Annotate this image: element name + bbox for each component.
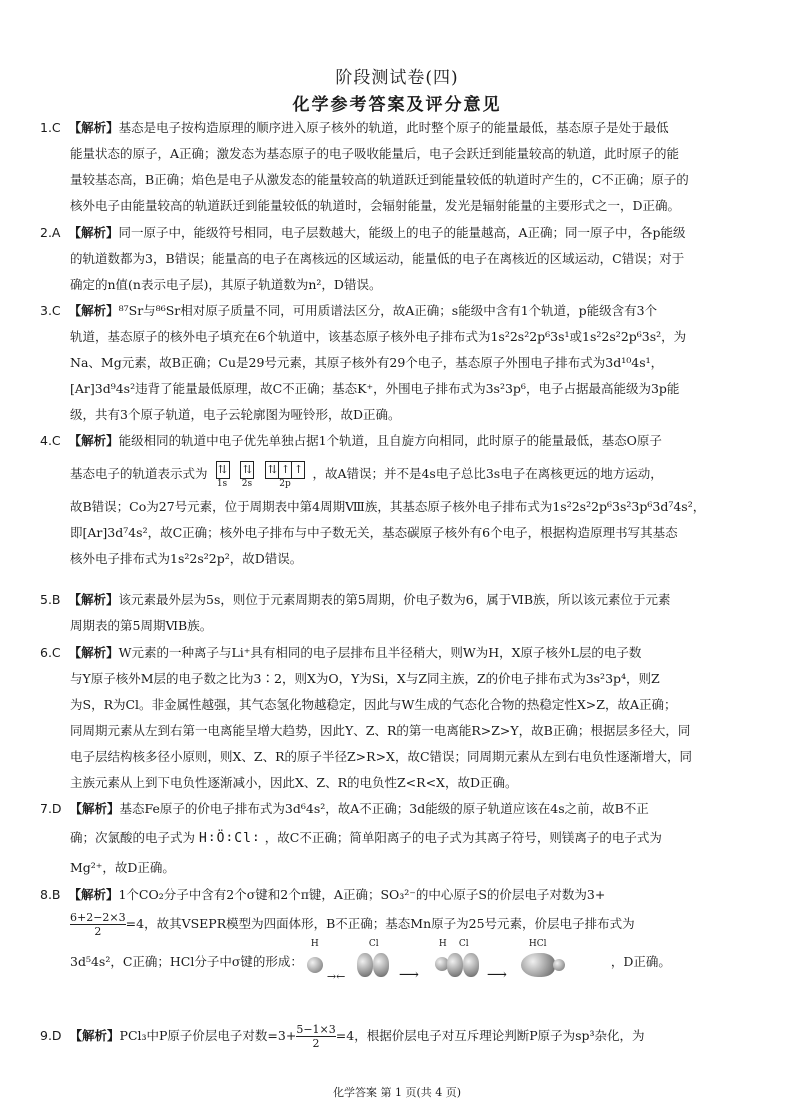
answer-number: 7.D xyxy=(40,801,62,816)
orbital-2s xyxy=(240,461,253,489)
hclo-electron-formula: H∶Ö∶Cl∶ xyxy=(199,831,261,846)
fraction xyxy=(296,1023,335,1050)
cl-orbital-lobe-right xyxy=(463,953,479,977)
answer-number: 2.A xyxy=(40,225,61,240)
answer-text: 确；次氯酸的电子式为 xyxy=(70,830,196,845)
answer-text: 轨道，基态原子的核外电子填充在6个轨道中，该基态原子核外电子排布式为1s²2s²2p⁶3s¹或1s²2s²2p⁶3s²，为 xyxy=(70,329,687,344)
answer-2 xyxy=(40,220,760,298)
orbital-box: ↑ xyxy=(278,461,292,479)
atom-label-cl: Cl xyxy=(458,938,469,949)
answer-7 xyxy=(40,796,760,881)
molecule-label-hcl: HCl xyxy=(528,938,547,949)
answer-text: 同周期元素从左到右第一电离能呈增大趋势，因此Y、Z、R的第一电离能R>Z>Y，故B正确；根据层多径大，同 xyxy=(70,723,691,738)
answer-text: 基态Fe原子的价电子排布式为3d⁶4s²，故A不正确；3d能级的原子轨道应该在4s之前，故B不正 xyxy=(119,801,649,816)
answer-text: 基态是电子按构造原理的顺序进入原子核外的轨道，此时整个原子的能量最低，基态原子是处于最低 xyxy=(118,120,669,135)
answer-5 xyxy=(40,587,760,639)
answer-text: 量较基态高，B正确；焰色是电子从激发态的能量较高的轨道跃迁到能量较低的轨道时产生的，C不正确；原子的 xyxy=(70,172,689,187)
answer-text: 3d⁵4s²，C正确；HCl分子中σ键的形成： xyxy=(70,954,303,969)
answer-number: 8.B xyxy=(40,887,61,902)
answer-text: 核外电子排布式为1s²2s²2p²，故D错误。 xyxy=(70,551,303,566)
answer-text: 能级相同的轨道中电子优先单独占据1个轨道，且自旋方向相同，此时原子的能量最低，基态O原子 xyxy=(118,433,662,448)
answer-6 xyxy=(40,640,760,796)
page-subtitle: 化学参考答案及评分意见 xyxy=(292,95,502,115)
answer-number: 4.C xyxy=(40,433,61,448)
analysis-tag: 【解析】 xyxy=(68,887,119,902)
answer-text: ，故C不正确；简单阳离子的电子式为其离子符号，则镁离子的电子式为 xyxy=(264,830,662,845)
answer-1 xyxy=(40,115,760,219)
answer-text: 基态电子的轨道表示式为 xyxy=(70,466,208,481)
page-footer: 化学答案 第 1 页(共 4 页) xyxy=(332,1086,462,1099)
answer-9 xyxy=(40,1018,760,1054)
answer-text: =4，根据价层电子对互斥理论判断P原子为sp³杂化，为 xyxy=(335,1028,645,1043)
answer-text: Na、Mg元素，故B正确；Cu是29号元素，其原子核外有29个电子，基态原子外围电子排布式为3d¹⁰4s¹， xyxy=(70,355,664,370)
arrow-icon: ⟶ xyxy=(398,966,419,983)
arrow-icon: ⟶ xyxy=(486,966,507,983)
fraction-numerator: 6+2−2×3 xyxy=(70,911,126,924)
answer-text: 即[Ar]3d⁷4s²，故C正确；核外电子排布与中子数无关，基态碳原子核外有6个电子，根据构造原理书写其基态 xyxy=(70,525,678,540)
answer-text: 核外电子由能量较高的轨道跃迁到能量较低的轨道时，会辐射能量，发光是辐射能量的主要形式之一，D正确。 xyxy=(70,198,681,213)
answer-number: 5.B xyxy=(40,592,61,607)
atom-label-h: H xyxy=(438,938,447,949)
analysis-tag: 【解析】 xyxy=(68,592,119,607)
answer-number: 3.C xyxy=(40,303,61,318)
answer-number: 1.C xyxy=(40,120,61,135)
answer-text: [Ar]3d⁹4s²违背了能量最低原理，故C不正确；基态K⁺，外围电子排布式为3s²3p⁶，电子占据最高能级为3p能 xyxy=(70,381,680,396)
answer-text: 故B错误；Co为27号元素，位于周期表中第4周期Ⅷ族，其基态原子核外电子排布式为1s²2s²2p⁶3s²3p⁶3d⁷4s²， xyxy=(70,499,706,514)
answer-text: 1个CO₂分子中含有2个σ键和2个π键，A正确；SO₃²⁻的中心原子S的价层电子对数为3+ xyxy=(118,887,606,902)
answer-text: 与Y原子核外M层的电子数之比为3∶2，则X为O，Y为Si，X与Z同主族，Z的价电子排布式为3s²3p⁴，则Z xyxy=(70,671,660,686)
answer-text: PCl₃中P原子价层电子对数=3+ xyxy=(119,1028,297,1043)
orbital-box: ⇅ xyxy=(240,461,254,479)
answer-4 xyxy=(40,428,760,572)
analysis-tag: 【解析】 xyxy=(69,801,120,816)
analysis-tag: 【解析】 xyxy=(69,1028,120,1043)
orbital-box: ⇅ xyxy=(216,461,230,479)
analysis-tag: 【解析】 xyxy=(68,303,119,318)
analysis-tag: 【解析】 xyxy=(68,225,119,240)
answer-8 xyxy=(40,882,760,984)
cl-orbital-lobe-left xyxy=(357,953,373,977)
cl-orbital-lobe-right xyxy=(373,953,389,977)
fraction-denominator: 2 xyxy=(296,1036,335,1050)
orbital-2p xyxy=(265,461,304,489)
orbital-1s xyxy=(216,461,229,489)
page-title: 阶段测试卷(四) xyxy=(335,68,459,88)
answer-text: =4，故其VSEPR模型为四面体形，B不正确；基态Mn原子为25号元素，价层电子排布式为 xyxy=(125,916,635,931)
orbital-box: ⇅ xyxy=(265,461,279,479)
answer-text: 周期表的第5周期ⅥB族。 xyxy=(70,618,213,633)
answer-text: 主族元素从上到下电负性逐渐减小，因此X、Z、R的电负性Z<R<X，故D正确。 xyxy=(70,775,518,790)
analysis-tag: 【解析】 xyxy=(68,433,119,448)
answer-text: Mg²⁺，故D正确。 xyxy=(70,860,175,875)
answer-text: 能量状态的原子，A正确；激发态为基态原子的电子吸收能量后，电子会跃迁到能量较高的轨道，此时原子的能 xyxy=(70,146,680,161)
fraction xyxy=(70,911,126,938)
cl-orbital-lobe-left xyxy=(447,953,463,977)
h-orbital-sphere xyxy=(307,957,323,973)
answer-text: ⁸⁷Sr与⁸⁶Sr相对原子质量不同，可用质谱法区分，故A正确；s能级中含有1个轨道，p能级含有3个 xyxy=(118,303,658,318)
atom-label-h: H xyxy=(310,938,319,949)
orbital-label: 2p xyxy=(279,478,291,489)
answer-text: 电子层结构核多径小原则，则X、Z、R的原子半径Z>R>X，故C错误；同周期元素从左到右电负性逐渐增大，同 xyxy=(70,749,693,764)
answer-number: 9.D xyxy=(40,1028,62,1043)
answer-text: ，故A错误；并不是4s电子总比3s电子在离核更远的地方运动， xyxy=(312,466,663,481)
fraction-denominator: 2 xyxy=(70,924,126,938)
fraction-numerator: 5−1×3 xyxy=(296,1023,336,1036)
orbital-label: 2s xyxy=(241,478,253,489)
orbital-label: 1s xyxy=(216,478,228,489)
cl-back-lobe xyxy=(553,959,565,971)
hcl-sigma-orbital xyxy=(521,953,555,977)
answer-text: 确定的n值(n表示电子层)，其原子轨道数为n²，D错误。 xyxy=(70,277,382,292)
answer-number: 6.C xyxy=(40,645,61,660)
analysis-tag: 【解析】 xyxy=(68,120,119,135)
answer-text: 同一原子中，能级符号相同，电子层数越大，能级上的电子的能量越高，A正确；同一原子中，各p能级 xyxy=(118,225,686,240)
answer-text: 的轨道数都为3，B错误；能量高的电子在离核远的区域运动，能量低的电子在离核近的区域运动，C错误；对于 xyxy=(70,251,685,266)
sigma-bond-diagram xyxy=(307,938,607,983)
atom-label-cl: Cl xyxy=(368,938,379,949)
answer-text: W元素的一种离子与Li⁺具有相同的电子层排布且半径稍大，则W为H，X原子核外L层的电子数 xyxy=(118,645,642,660)
answer-text: 级，共有3个原子轨道，电子云轮廓图为哑铃形，故D正确。 xyxy=(70,407,401,422)
answer-3 xyxy=(40,298,760,428)
orbital-box: ↑ xyxy=(291,461,305,479)
answer-text: 为S，R为Cl。非金属性越强，其气态氢化物越稳定，因此与W生成的气态化合物的热稳定性X>Z，故A正确； xyxy=(70,697,677,712)
arrow-icon: →← xyxy=(326,969,346,983)
answer-text: ，D正确。 xyxy=(610,954,671,969)
answer-text: 该元素最外层为5s，则位于元素周期表的第5周期，价电子数为6，属于ⅥB族，所以该元素位于元素 xyxy=(118,592,671,607)
analysis-tag: 【解析】 xyxy=(68,645,119,660)
